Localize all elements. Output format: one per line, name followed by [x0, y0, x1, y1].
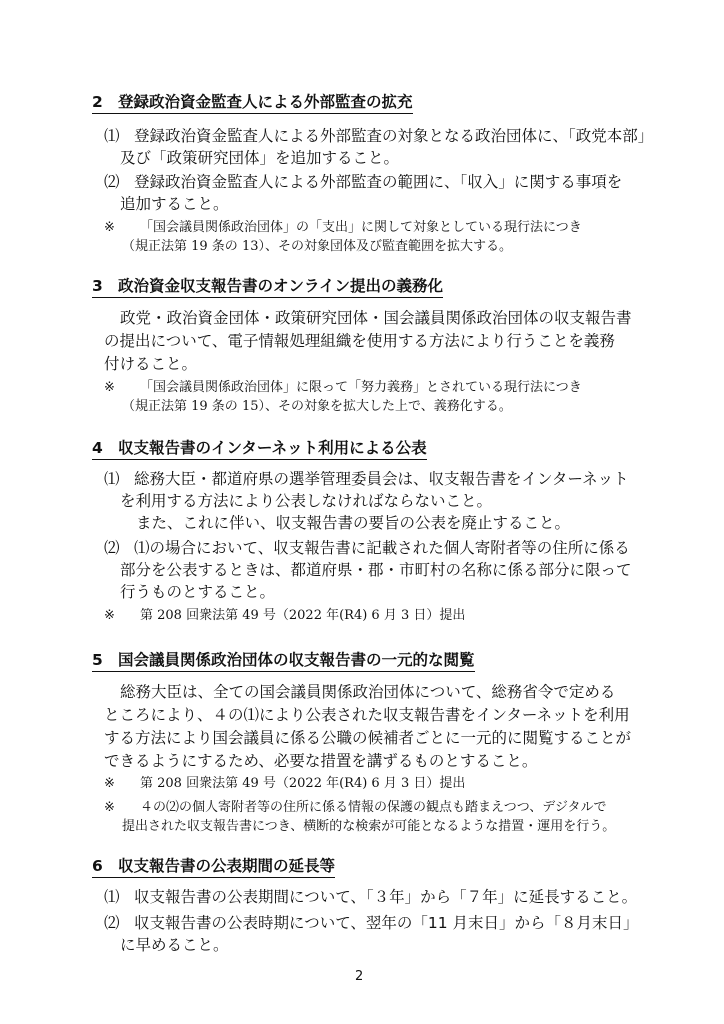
section-heading: 4 収支報告書のインターネット利用による公表: [92, 438, 427, 460]
list-item: ⑵ ⑴の場合において、収支報告書に記載された個人寄附者等の住所に係る: [104, 539, 630, 557]
section-heading: 2 登録政治資金監査人による外部監査の拡充: [92, 92, 413, 114]
note: ※ 「国会議員関係政治団体」の「支出」に関して対象としている現行法につき: [104, 220, 582, 235]
section-heading: 3 政治資金収支報告書のオンライン提出の義務化: [92, 276, 443, 298]
list-item-continuation: 及び「政策研究団体」を追加すること。: [120, 149, 400, 167]
body-text: 総務大臣は、全ての国会議員関係政治団体について、総務省令で定める: [120, 683, 616, 701]
list-item-continuation: また、これに伴い、収支報告書の要旨の公表を廃止すること。: [136, 514, 571, 532]
list-item-continuation: に早めること。: [120, 936, 229, 954]
note: ※ 第 208 回衆法第 49 号（2022 年(R4) 6 月 3 日）提出: [104, 776, 466, 791]
page-number: 2: [355, 969, 364, 984]
list-item: ⑴ 総務大臣・都道府県の選挙管理委員会は、収支報告書をインターネット: [104, 470, 629, 488]
body-text: 政党・政治資金団体・政策研究団体・国会議員関係政治団体の収支報告書: [120, 309, 632, 327]
section-heading: 5 国会議員関係政治団体の収支報告書の一元的な閲覧: [92, 650, 475, 672]
body-text: の提出について、電子情報処理組織を使用する方法により行うことを義務: [104, 332, 615, 350]
body-text: する方法により国会議員に係る公職の候補者ごとに一元的に閲覧することが: [104, 729, 632, 747]
list-item-continuation: 追加すること。: [120, 195, 229, 213]
list-item: ⑵ 登録政治資金監査人による外部監査の範囲に、「収入」に関する事項を: [104, 173, 623, 191]
list-item: ⑴ 収支報告書の公表期間について、「３年」から「７年」に延長すること。: [104, 888, 638, 906]
body-text: できるようにするため、必要な措置を講ずるものとすること。: [104, 752, 538, 770]
list-item-continuation: 部分を公表するときは、都道府県・郡・市町村の名称に係る部分に限って: [120, 561, 632, 579]
note: ※ ４の⑵の個人寄附者等の住所に係る情報の保護の観点も踏まえつつ、デジタルで: [104, 800, 607, 815]
list-item-continuation: 行うものとすること。: [120, 583, 276, 601]
note-continuation: （規正法第 19 条の 13）、その対象団体及び監査範囲を拡大する。: [122, 239, 512, 254]
note: ※ 第 208 回衆法第 49 号（2022 年(R4) 6 月 3 日）提出: [104, 608, 466, 623]
note-continuation: （規正法第 19 条の 15）、その対象を拡大した上で、義務化する。: [122, 399, 512, 414]
list-item-continuation: を利用する方法により公表しなければならないこと。: [120, 492, 493, 510]
note: ※ 「国会議員関係政治団体」に限って「努力義務」とされている現行法につき: [104, 380, 582, 395]
note-continuation: 提出された収支報告書につき、横断的な検索が可能となるような措置・運用を行う。: [122, 819, 616, 834]
list-item: ⑴ 登録政治資金監査人による外部監査の対象となる政治団体に、「政党本部」: [104, 127, 654, 145]
section-heading: 6 収支報告書の公表期間の延長等: [92, 856, 335, 878]
body-text: 付けること。: [104, 355, 198, 373]
body-text: ところにより、４の⑴により公表された収支報告書をインターネットを利用: [104, 706, 630, 724]
list-item: ⑵ 収支報告書の公表時期について、翌年の「11 月末日」から「８月末日」: [104, 914, 639, 932]
